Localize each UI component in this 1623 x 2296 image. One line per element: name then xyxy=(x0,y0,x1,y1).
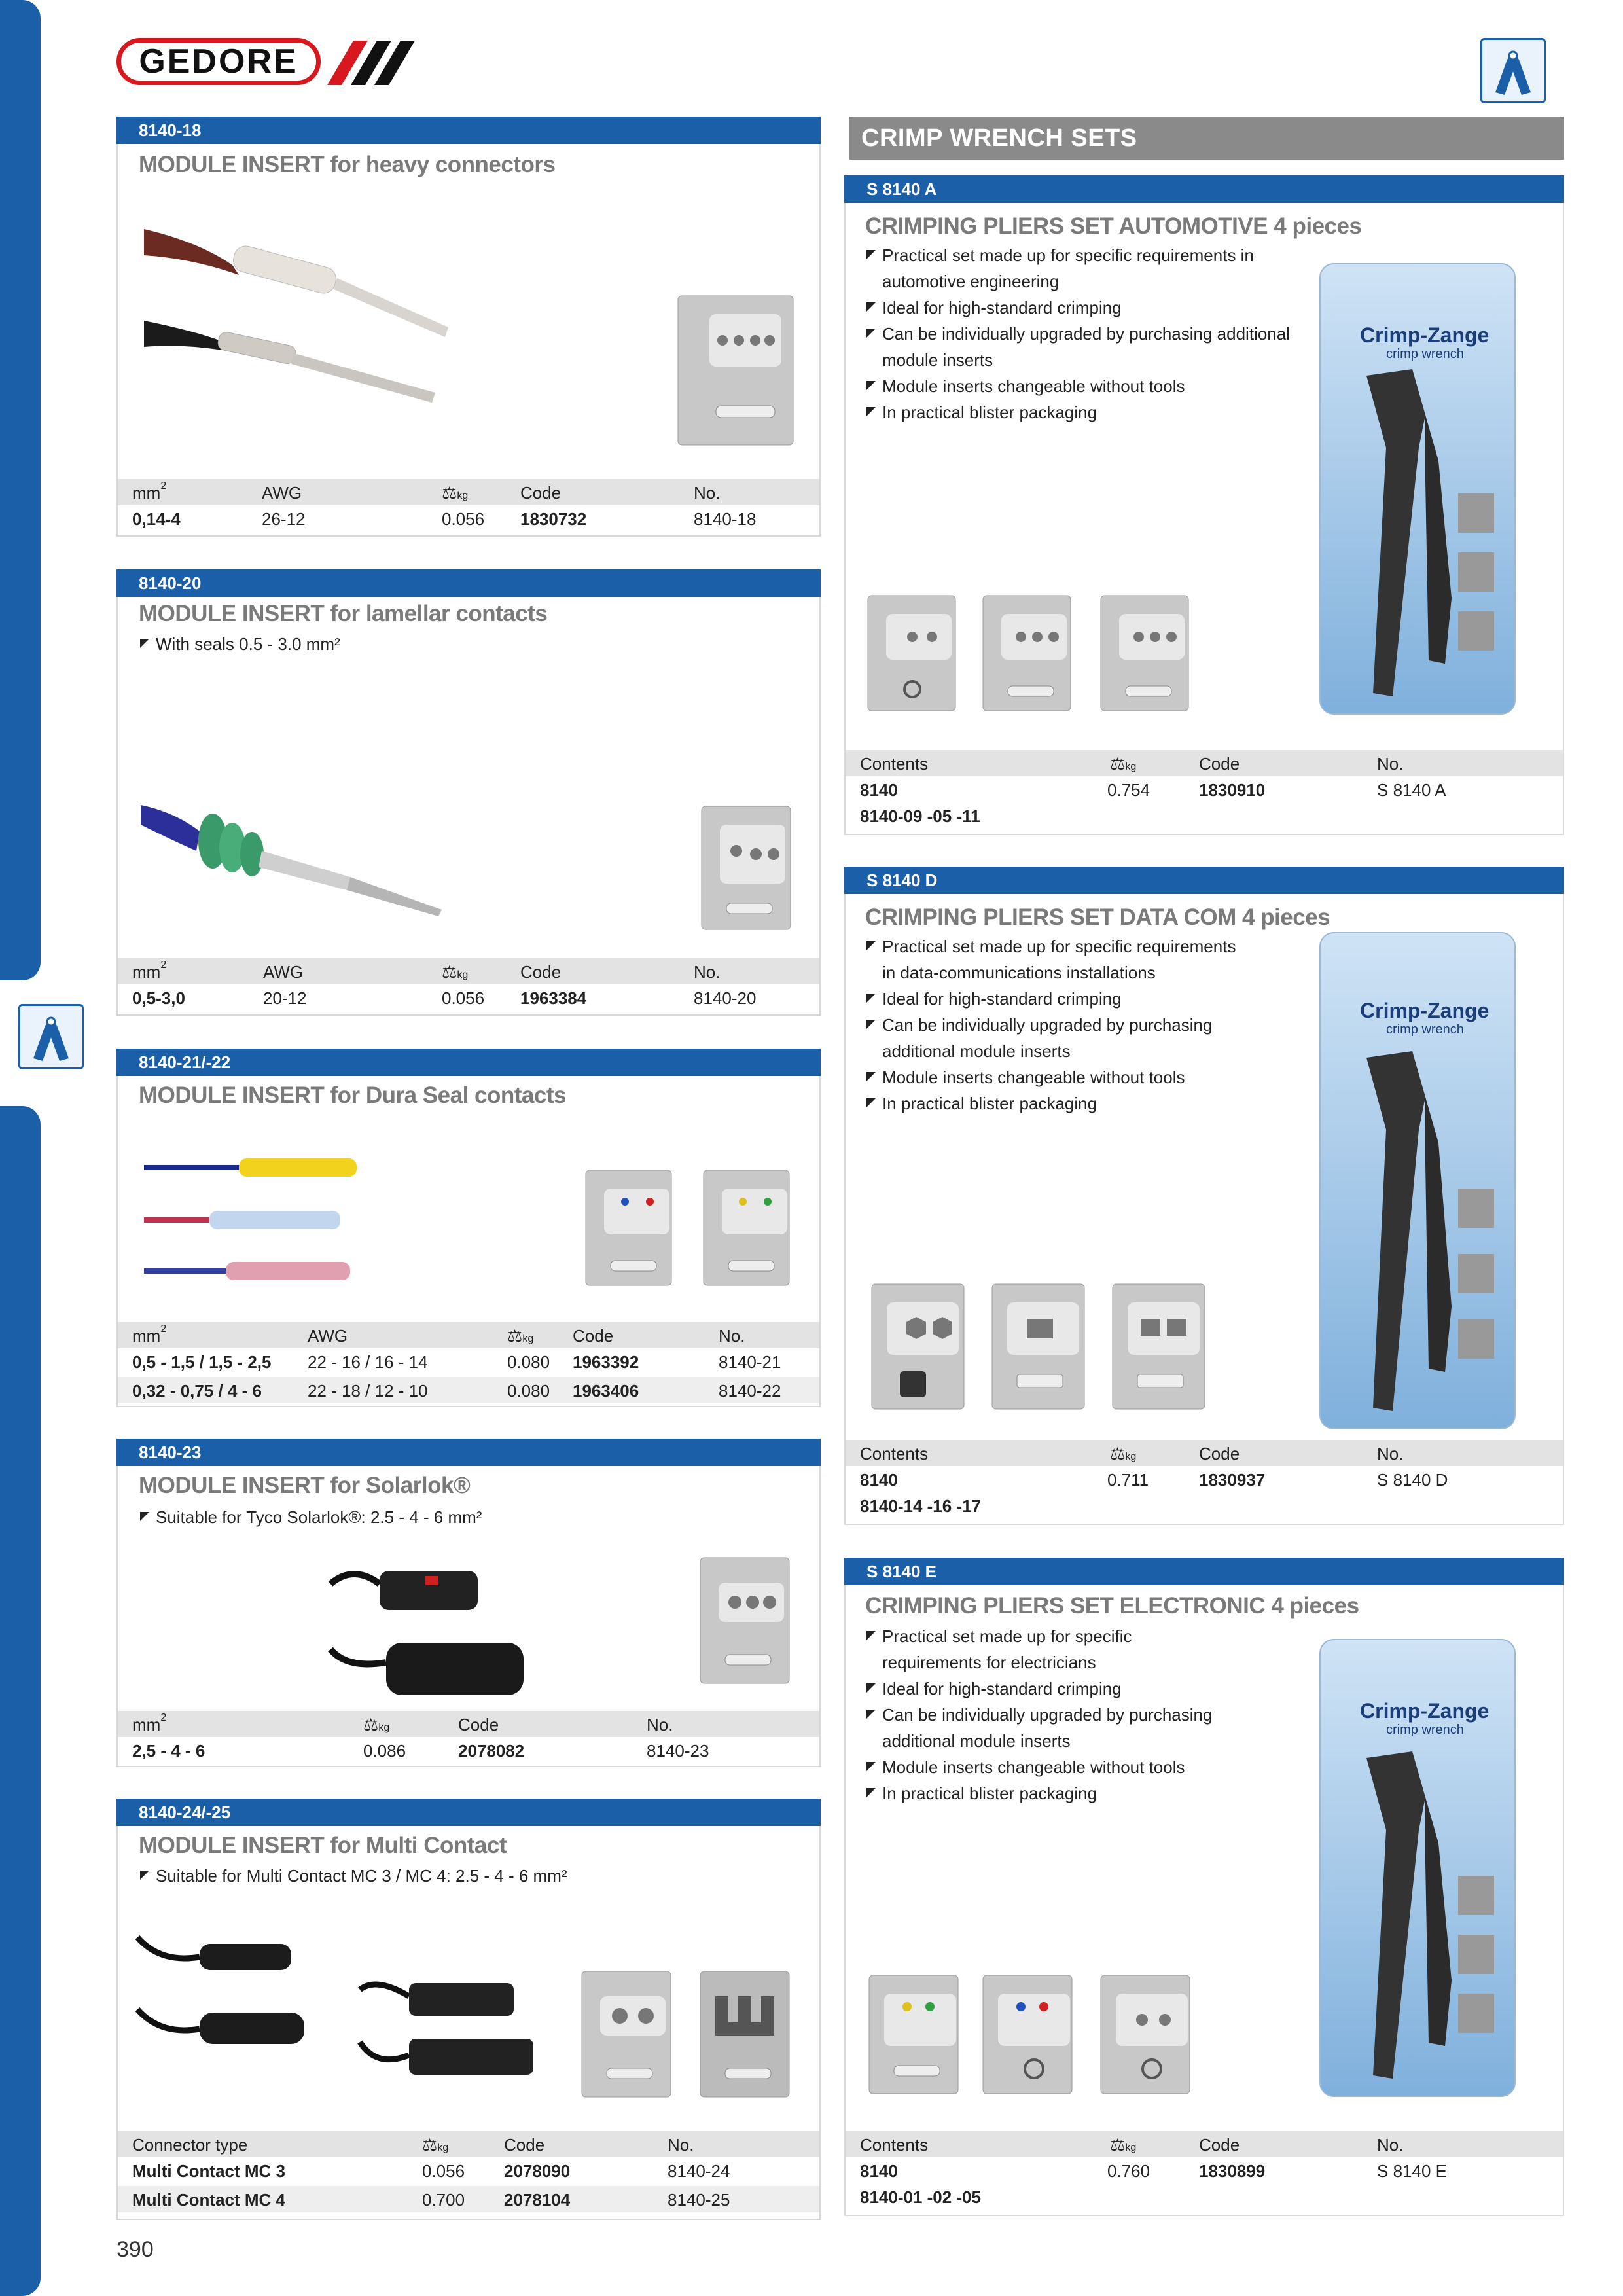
page-number: 390 xyxy=(116,2237,154,2262)
table-header: $mm^2$ AWG ⚖kg Code No. xyxy=(118,479,819,505)
table-row: 8140 0.711 1830937 S 8140 D xyxy=(860,1470,1448,1490)
top-crimping-pliers-icon xyxy=(1480,38,1546,103)
table-row: 8140 0.760 1830899 S 8140 E xyxy=(860,2161,1447,2181)
weight-icon: ⚖kg xyxy=(1110,2135,1137,2155)
dura-seal-contacts-image xyxy=(141,1152,363,1296)
product-title: MODULE INSERT for Dura Seal contacts xyxy=(139,1083,566,1108)
table-row: 8140-14 -16 -17 xyxy=(860,1496,982,1516)
edge-tab-upper xyxy=(0,0,41,980)
blister-package-image xyxy=(1319,932,1516,1429)
module-insert-die-image xyxy=(991,1283,1086,1410)
weight-icon: ⚖kg xyxy=(507,1326,534,1346)
package-subtitle: crimp wrench xyxy=(1386,347,1464,361)
weight-icon: ⚖kg xyxy=(422,2135,449,2155)
package-subtitle: crimp wrench xyxy=(1386,1022,1464,1037)
bullet-list: Practical set made up for specific requirements in automotive engineering Ideal for high-standard crimping Can be individually upgraded by purchasing additional module inserts Module inserts changeable without tools In practical blister packaging xyxy=(865,242,1290,425)
product-number-bar: 8140-20 xyxy=(116,569,821,597)
product-number-bar: S 8140 E xyxy=(844,1558,1564,1585)
module-insert-die-image xyxy=(580,1970,672,2098)
edge-tab-lower xyxy=(0,1106,41,2296)
product-number-bar: 8140-21/-22 xyxy=(116,1049,821,1076)
package-title: Crimp-Zange xyxy=(1360,999,1489,1022)
table-header: $mm^2$ ⚖kg Code No. xyxy=(118,1711,819,1737)
table-row: 8140-09 -05 -11 xyxy=(860,806,980,826)
product-number-bar: 8140-23 xyxy=(116,1439,821,1466)
product-title: MODULE INSERT for lamellar contacts xyxy=(139,601,548,626)
table-header: $mm^2$ AWG ⚖kg Code No. xyxy=(118,1322,819,1348)
module-insert-die-image xyxy=(868,1974,959,2095)
brand-name: GEDORE xyxy=(139,43,298,81)
product-number-bar: S 8140 A xyxy=(844,175,1564,203)
logo-stripes xyxy=(327,41,416,85)
section-title: CRIMP WRENCH SETS xyxy=(849,117,1564,160)
table-row: 0,14-4 26-12 0.056 1830732 8140-18 xyxy=(132,509,757,529)
product-number-bar: 8140-18 xyxy=(116,117,821,144)
table-row: 2,5 - 4 - 6 0.086 2078082 8140-23 xyxy=(132,1741,709,1761)
blister-package-image xyxy=(1319,263,1516,715)
weight-icon: ⚖kg xyxy=(363,1715,390,1734)
table-header: $mm^2$ AWG ⚖kg Code No. xyxy=(118,958,819,984)
product-title: MODULE INSERT for heavy connectors xyxy=(139,152,556,177)
table-row: 0,5 - 1,5 / 1,5 - 2,5 22 - 16 / 16 - 14 0.080 1963392 8140-21 xyxy=(132,1352,781,1372)
table-row: Multi Contact MC 3 0.056 2078090 8140-24 xyxy=(132,2161,730,2181)
module-insert-die-image xyxy=(677,295,794,446)
side-crimping-pliers-icon xyxy=(18,1004,84,1069)
product-title: MODULE INSERT for Solarlok® xyxy=(139,1473,471,1498)
product-title: CRIMPING PLIERS SET ELECTRONIC 4 pieces xyxy=(865,1593,1359,1619)
bullet-list: Suitable for Multi Contact MC 3 / MC 4: 2.5 - 4 - 6 mm² xyxy=(139,1863,567,1889)
module-insert-die-image xyxy=(1099,1974,1191,2095)
table-header: Connector type ⚖kg Code No. xyxy=(118,2131,819,2157)
package-title: Crimp-Zange xyxy=(1360,1699,1489,1723)
multi-contact-mc4-image xyxy=(357,1970,553,2094)
heavy-connector-image xyxy=(141,216,481,452)
module-insert-die-image xyxy=(870,1283,965,1410)
table-row: 8140-01 -02 -05 xyxy=(860,2187,982,2207)
table-row: 0,32 - 0,75 / 4 - 6 22 - 18 / 12 - 10 0.080 1963406 8140-22 xyxy=(118,1377,819,1403)
product-number-bar: 8140-24/-25 xyxy=(116,1799,821,1826)
bullet-list: Practical set made up for specific requirements in data-communications installations Ideal for high-standard crimping Can be individually upgraded by purchasing additional module inserts Module inserts changeable without tools In practical blister packaging xyxy=(865,933,1236,1117)
module-insert-die-image xyxy=(702,1169,791,1287)
bullet-list: Practical set made up for specific requirements for electricians Ideal for high-standard crimping Can be individually upgraded by purchasing additional module inserts Module inserts changeable without tools In practical blister packaging xyxy=(865,1623,1212,1806)
weight-icon: ⚖kg xyxy=(442,962,469,982)
module-insert-die-image xyxy=(1099,594,1190,712)
gedore-logo xyxy=(116,38,321,85)
module-insert-die-image xyxy=(982,1974,1073,2095)
weight-icon: ⚖kg xyxy=(1110,754,1137,774)
table-row: 8140 0.754 1830910 S 8140 A xyxy=(860,780,1446,800)
bullet-list: With seals 0.5 - 3.0 mm² xyxy=(139,631,340,657)
table-row: Multi Contact MC 4 0.700 2078104 8140-25 xyxy=(118,2186,819,2212)
solarlok-connector-image xyxy=(327,1558,543,1708)
module-insert-die-image xyxy=(982,594,1072,712)
module-insert-die-image xyxy=(699,1556,791,1685)
module-insert-die-image xyxy=(1111,1283,1206,1410)
package-subtitle: crimp wrench xyxy=(1386,1723,1464,1737)
product-number-bar: S 8140 D xyxy=(844,867,1564,894)
bullet-list: Suitable for Tyco Solarlok®: 2.5 - 4 - 6 mm² xyxy=(139,1504,482,1530)
product-title: CRIMPING PLIERS SET AUTOMOTIVE 4 pieces xyxy=(865,213,1362,239)
lamellar-contact-image xyxy=(134,779,461,949)
blister-package-image xyxy=(1319,1639,1516,2097)
table-header: Contents ⚖kg Code No. xyxy=(846,2131,1563,2157)
multi-contact-mc3-image xyxy=(134,1924,317,2055)
module-insert-die-image xyxy=(700,805,792,931)
table-row: 0,5-3,0 20-12 0.056 1963384 8140-20 xyxy=(132,988,757,1008)
weight-icon: ⚖kg xyxy=(442,483,469,503)
table-header: Contents ⚖kg Code No. xyxy=(846,1440,1563,1466)
module-insert-die-image xyxy=(866,594,957,712)
weight-icon: ⚖kg xyxy=(1110,1444,1137,1463)
product-title: MODULE INSERT for Multi Contact xyxy=(139,1833,507,1858)
package-title: Crimp-Zange xyxy=(1360,323,1489,347)
module-insert-die-image xyxy=(699,1970,791,2098)
product-title: CRIMPING PLIERS SET DATA COM 4 pieces xyxy=(865,905,1330,930)
module-insert-die-image xyxy=(584,1169,673,1287)
table-header: Contents ⚖kg Code No. xyxy=(846,750,1563,776)
